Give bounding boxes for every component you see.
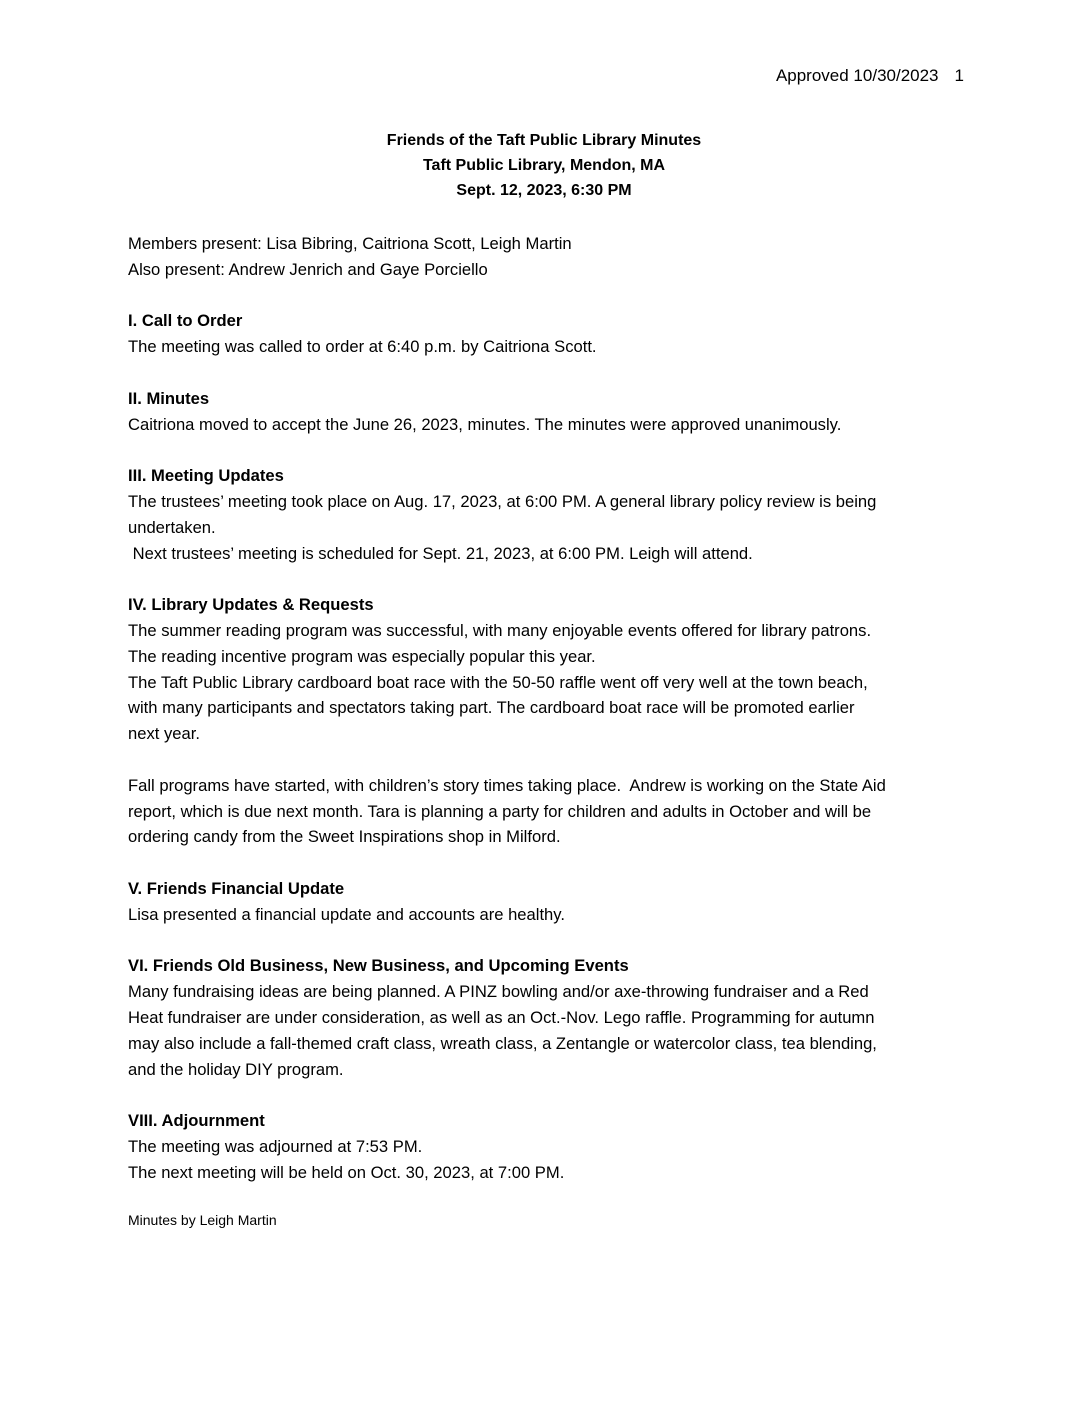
title-line-1: Friends of the Taft Public Library Minutes [386,132,702,149]
section-text: The trustees’ meeting took place on Aug. 17, 2023, at 6:00 PM. A general library policy review is being [128,491,877,511]
section-text: Heat fundraiser are under consideration, as well as an Oct.-Nov. Lego raffle. Programming for autumn [128,1007,875,1027]
document-title [0,128,1088,203]
section-text: Fall programs have started, with children’s story times taking place. Andrew is working on the State Aid [128,775,886,795]
also-present: Also present: Andrew Jenrich and Gaye Porciello [128,259,488,279]
section-text: Caitriona moved to accept the June 26, 2023, minutes. The minutes were approved unanimously. [128,414,842,434]
section-heading: VIII. Adjournment [128,1111,265,1131]
section-text: with many participants and spectators taking part. The cardboard boat race will be promoted earlier [128,698,855,718]
section-heading: V. Friends Financial Update [128,878,345,898]
section-text: The meeting was adjourned at 7:53 PM. [128,1136,423,1156]
section-text: The reading incentive program was especially popular this year. [128,646,596,666]
section-text: Next trustees’ meeting is scheduled for Sept. 21, 2023, at 6:00 PM. Leigh will attend. [128,543,753,563]
section-text: The next meeting will be held on Oct. 30, 2023, at 7:00 PM. [128,1162,565,1182]
section-heading: I. Call to Order [128,311,243,331]
section-text: next year. [128,724,200,744]
members-present: Members present: Lisa Bibring, Caitriona Scott, Leigh Martin [128,234,572,253]
section-text: undertaken. [128,517,216,537]
section-text: The summer reading program was successful, with many enjoyable events offered for library patrons. [128,620,872,640]
section-text: The meeting was called to order at 6:40 p.m. by Caitriona Scott. [128,337,597,357]
page-number: 1 [954,66,964,85]
section-text: and the holiday DIY program. [128,1059,344,1079]
section-heading: VI. Friends Old Business, New Business, and Upcoming Events [128,956,629,976]
section-text: may also include a fall-themed craft class, wreath class, a Zentangle or watercolor class, tea blending, [128,1033,877,1053]
section-text: Lisa presented a financial update and accounts are healthy. [128,904,565,924]
title-line-2: Taft Public Library, Mendon, MA [422,157,666,174]
approval-header [776,64,964,88]
minutes-body [128,231,958,1185]
minutes-by: Minutes by Leigh Martin [128,1212,277,1228]
section-text: report, which is due next month. Tara is planning a party for children and adults in October and will be [128,801,872,821]
section-text: Many fundraising ideas are being planned. A PINZ bowling and/or axe-throwing fundraiser and a Red [128,982,869,1002]
section-heading: III. Meeting Updates [128,466,284,486]
title-line-3: Sept. 12, 2023, 6:30 PM [456,182,632,199]
section-text: ordering candy from the Sweet Inspirations shop in Milford. [128,827,561,847]
section-heading: II. Minutes [128,388,210,408]
section-text: The Taft Public Library cardboard boat race with the 50-50 raffle went off very well at the town beach, [128,672,868,692]
approval-date: Approved 10/30/2023 [775,66,939,85]
section-heading: IV. Library Updates & Requests [128,595,374,615]
